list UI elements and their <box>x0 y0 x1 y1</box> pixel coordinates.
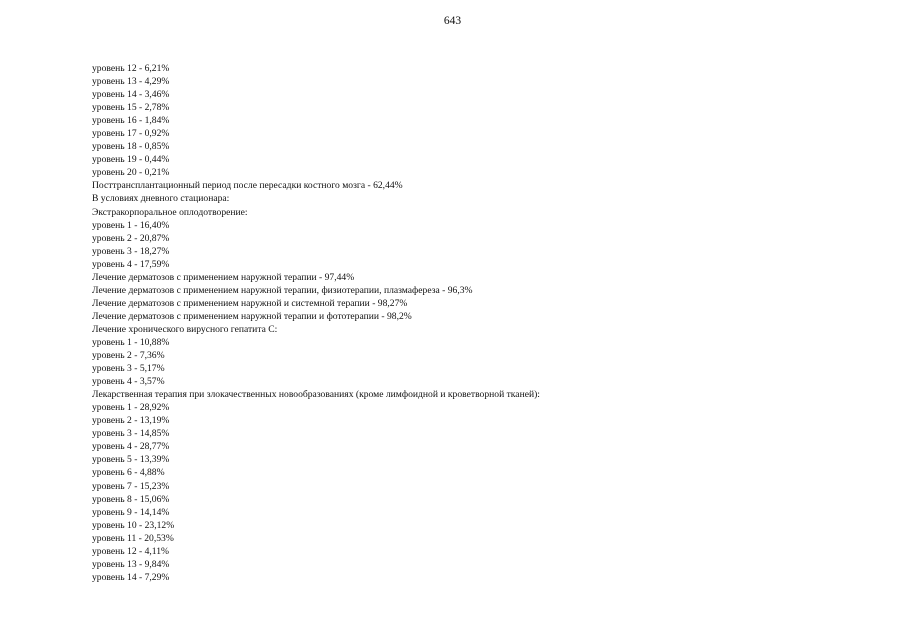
text-line: уровень 8 - 15,06% <box>92 493 170 505</box>
text-line: уровень 4 - 3,57% <box>92 376 165 388</box>
page-number: 643 <box>443 15 462 27</box>
text-line: уровень 16 - 1,84% <box>92 115 170 127</box>
text-line: уровень 2 - 13,19% <box>92 415 170 427</box>
text-line: уровень 2 - 20,87% <box>92 232 170 244</box>
text-line: уровень 20 - 0,21% <box>92 167 170 179</box>
text-line: уровень 3 - 14,85% <box>92 428 170 440</box>
text-line: уровень 12 - 4,11% <box>92 545 170 557</box>
text-line: уровень 10 - 23,12% <box>92 519 175 531</box>
text-line: уровень 14 - 7,29% <box>92 571 170 583</box>
section-heading: Экстракорпоральное оплодотворение: <box>92 206 248 218</box>
text-line: уровень 1 - 28,92% <box>92 402 170 414</box>
text-line: уровень 17 - 0,92% <box>92 128 170 140</box>
section-heading: Лечение хронического вирусного гепатита C: <box>92 323 278 335</box>
text-line: уровень 18 - 0,85% <box>92 141 170 153</box>
text-line: уровень 14 - 3,46% <box>92 89 170 101</box>
text-line: уровень 13 - 9,84% <box>92 558 170 570</box>
text-line: уровень 1 - 10,88% <box>92 336 170 348</box>
section-heading: Лекарственная терапия при злокачественных новообразованиях (кроме лимфоидной и кроветворной тканей): <box>92 389 540 401</box>
text-line: уровень 4 - 28,77% <box>92 441 170 453</box>
text-line: уровень 6 - 4,88% <box>92 467 165 479</box>
text-line: уровень 5 - 13,39% <box>92 454 170 466</box>
text-line: уровень 9 - 14,14% <box>92 506 170 518</box>
text-line: уровень 19 - 0,44% <box>92 154 170 166</box>
text-line: уровень 3 - 5,17% <box>92 363 165 375</box>
document-body <box>92 62 852 584</box>
text-line: уровень 11 - 20,53% <box>92 532 174 544</box>
section-heading: Посттрансплантационный период после пересадки костного мозга - 62,44% <box>92 180 403 192</box>
text-line: Лечение дерматозов с применением наружной терапии и фототерапии - 98,2% <box>92 310 412 322</box>
text-line: уровень 12 - 6,21% <box>92 63 170 74</box>
text-line: уровень 2 - 7,36% <box>92 350 165 362</box>
text-line: уровень 4 - 17,59% <box>92 258 170 270</box>
text-line: Лечение дерматозов с применением наружной и системной терапии - 98,27% <box>92 297 408 309</box>
text-line: уровень 1 - 16,40% <box>92 219 170 231</box>
text-line: уровень 3 - 18,27% <box>92 245 170 257</box>
section-heading: В условиях дневного стационара: <box>92 193 230 205</box>
text-line: Лечение дерматозов с применением наружной терапии - 97,44% <box>92 271 355 283</box>
text-line: Лечение дерматозов с применением наружной терапии, физиотерапии, плазмафереза - 96,3% <box>92 284 473 296</box>
text-line: уровень 7 - 15,23% <box>92 480 170 492</box>
text-line: уровень 13 - 4,29% <box>92 76 170 88</box>
text-line: уровень 15 - 2,78% <box>92 102 170 114</box>
